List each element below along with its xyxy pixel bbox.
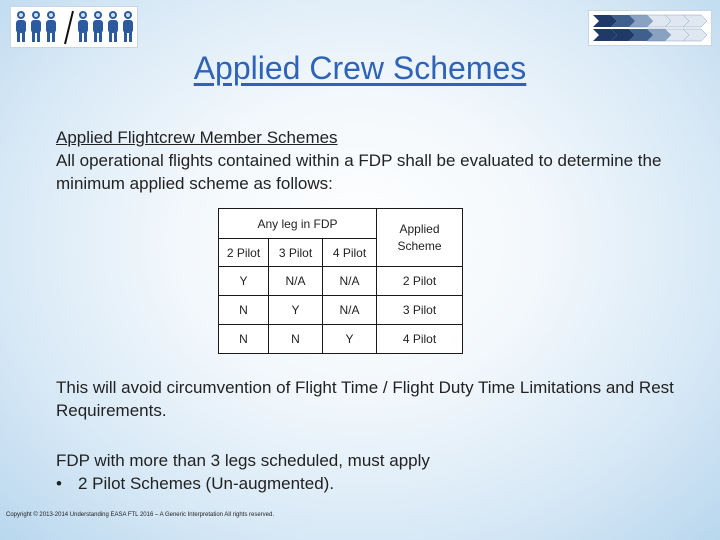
scheme-table xyxy=(218,208,463,354)
chevron-arrows-icon xyxy=(589,11,711,45)
copyright-notice: Copyright © 2013-2014 Understanding EASA FTL 2016 – A Generic Interpretation All rights reserved. xyxy=(6,512,275,518)
sub-header-3pilot: 3 Pilot xyxy=(269,239,323,267)
legs-text: FDP with more than 3 legs scheduled, must apply xyxy=(56,451,430,470)
table-cell: Y xyxy=(219,267,269,296)
table-row xyxy=(219,325,463,354)
legs-paragraph xyxy=(56,449,696,495)
crew-logo xyxy=(10,6,138,48)
list-item xyxy=(56,472,696,495)
bullet-text: 2 Pilot Schemes (Un-augmented). xyxy=(78,474,335,493)
group-header: Any leg in FDP xyxy=(219,209,377,239)
sub-header-2pilot: 2 Pilot xyxy=(219,239,269,267)
table-cell: N xyxy=(219,325,269,354)
chevron-logo xyxy=(588,10,712,46)
circumvention-paragraph: This will avoid circumvention of Flight Time / Flight Duty Time Limitations and Rest Requirements. xyxy=(56,378,674,420)
intro-text: All operational flights contained within a FDP shall be evaluated to determine the minimum applied scheme as follows: xyxy=(56,151,662,193)
table-cell: 4 Pilot xyxy=(377,325,463,354)
table-cell: N xyxy=(219,296,269,325)
table-cell: N/A xyxy=(269,267,323,296)
intro-section xyxy=(56,126,676,195)
table-cell: N/A xyxy=(323,267,377,296)
section-heading: Applied Flightcrew Member Schemes xyxy=(56,128,338,147)
table-cell: Y xyxy=(323,325,377,354)
page-title: Applied Crew Schemes xyxy=(193,50,527,86)
table-cell: N xyxy=(269,325,323,354)
bullet-icon: • xyxy=(56,474,62,493)
crew-scheme-table xyxy=(218,208,463,354)
crew-figures-icon xyxy=(11,7,137,47)
table-cell: 2 Pilot xyxy=(377,267,463,296)
table-cell: 3 Pilot xyxy=(377,296,463,325)
table-cell: N/A xyxy=(323,296,377,325)
result-header: Applied Scheme xyxy=(377,209,463,267)
sub-header-4pilot: 4 Pilot xyxy=(323,239,377,267)
table-row xyxy=(219,267,463,296)
table-row xyxy=(219,296,463,325)
table-cell: Y xyxy=(269,296,323,325)
